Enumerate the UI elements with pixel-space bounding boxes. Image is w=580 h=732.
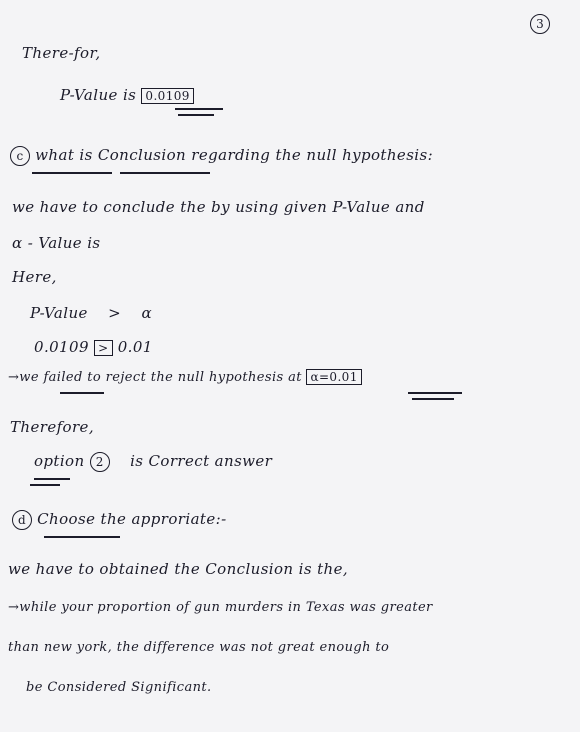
here-line <box>12 268 57 286</box>
num-left: 0.0109 <box>34 338 89 356</box>
question-underline <box>32 172 112 174</box>
pvalue-label: P-Value is <box>60 86 137 104</box>
part-d-answer-1 <box>8 600 433 615</box>
part-c-intro-1-text: we have to conclude the by using given P-Value and <box>12 198 425 216</box>
inequality-line <box>30 304 152 322</box>
part-d-intro-text: we have to obtained the Conclusion is the, <box>8 560 349 578</box>
part-d-marker: d <box>12 510 32 530</box>
part-c-intro-2 <box>12 234 101 252</box>
part-d-intro <box>8 560 348 578</box>
numbers-line <box>34 338 153 356</box>
reject-text: →we failed to reject the null hypothesis at <box>8 370 302 385</box>
part-c-marker: c <box>10 146 30 166</box>
part-d-answer-2-text: than new york, the difference was not great enough to <box>8 640 390 655</box>
part-c-intro-1 <box>12 198 425 216</box>
failed-underline <box>60 392 104 394</box>
pvalue-box: 0.0109 <box>141 88 193 104</box>
reject-line <box>8 370 362 385</box>
part-d-heading <box>12 510 227 530</box>
therefore-line-1 <box>22 44 101 62</box>
ineq-op: > <box>108 304 122 322</box>
part-d-answer-1-text: →while your proportion of gun murders in Texas was greater <box>8 600 433 615</box>
num-op: > <box>94 340 112 356</box>
option-suffix: is Correct answer <box>130 452 273 470</box>
part-d-answer-3-text: be Considered Significant. <box>26 680 212 695</box>
ineq-right: α <box>141 304 152 322</box>
alpha-underline-2 <box>412 398 454 400</box>
therefore-text: There-for, <box>22 44 101 62</box>
page-number: 3 <box>530 14 550 34</box>
question-underline-2 <box>120 172 210 174</box>
option-underline-2 <box>30 484 60 486</box>
part-c-question <box>10 146 433 166</box>
part-c-intro-2-text: α - Value is <box>12 234 101 252</box>
pvalue-underline-2 <box>178 114 214 116</box>
pvalue-underline <box>175 108 223 110</box>
therefore-line-2 <box>10 418 94 436</box>
option-number: 2 <box>90 452 110 472</box>
num-right: 0.01 <box>117 338 153 356</box>
alpha-underline <box>408 392 462 394</box>
part-c-question-text: what is Conclusion regarding the null hypothesis: <box>35 146 434 164</box>
heading-underline <box>44 536 120 538</box>
therefore-2-text: Therefore, <box>10 418 94 436</box>
ineq-left: P-Value <box>30 304 88 322</box>
part-d-heading-text: Choose the approriate:- <box>37 510 227 528</box>
part-d-answer-3 <box>26 680 212 695</box>
pvalue-line <box>60 86 194 104</box>
option-label: option <box>34 452 85 470</box>
part-d-answer-2 <box>8 640 389 655</box>
here-text: Here, <box>12 268 57 286</box>
option-underline <box>34 478 70 480</box>
option-line <box>34 452 272 472</box>
alpha-box: α=0.01 <box>306 369 361 385</box>
